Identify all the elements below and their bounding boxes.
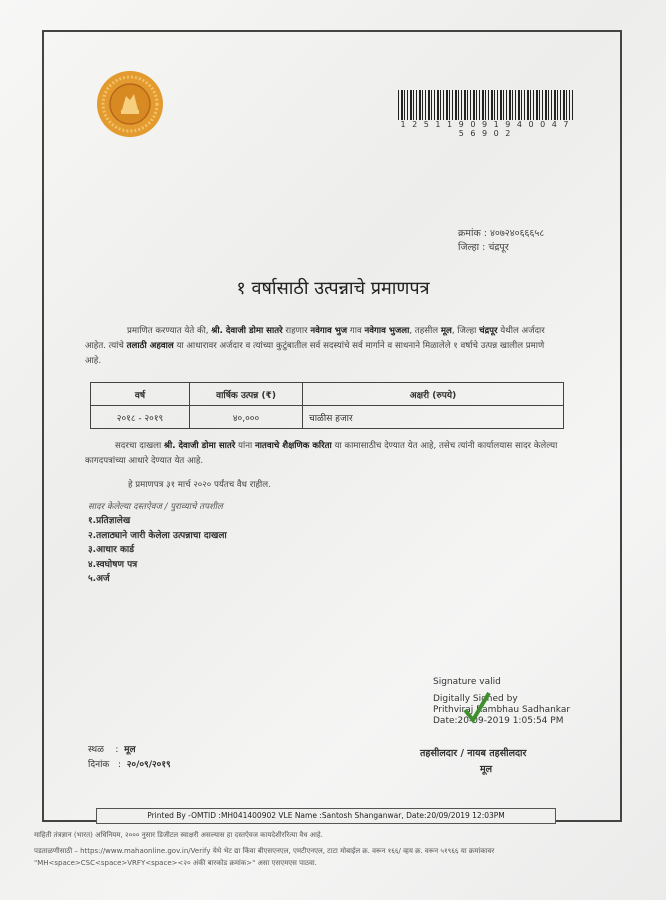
printed-by-bar: Printed By -OMTID :MH041400902 VLE Name :Santosh Shanganwar, Date:20/09/2019 12:03PM bbox=[96, 808, 556, 824]
signature-line-1: Digitally Signed by bbox=[433, 694, 518, 704]
applicant-name: श्री. देवाजी डोमा सातरे bbox=[211, 326, 283, 336]
header-income: वार्षिक उत्पन्न (₹) bbox=[190, 383, 303, 406]
text: सदरचा दाखला bbox=[115, 441, 164, 451]
list-item: १.प्रतिज्ञालेख bbox=[88, 516, 131, 526]
checkmark-icon bbox=[462, 690, 492, 724]
barcode bbox=[398, 90, 573, 120]
documents-list bbox=[88, 514, 227, 587]
place-label: स्थळ bbox=[88, 745, 104, 755]
certificate-paragraph-2 bbox=[85, 439, 563, 469]
list-item: ३.आधार कार्ड bbox=[88, 545, 135, 555]
list-item: ४.स्वघोषण पत्र bbox=[88, 559, 138, 570]
date-label: दिनांक bbox=[88, 760, 110, 770]
text: यांना bbox=[235, 441, 255, 451]
tehsil: मूल bbox=[440, 326, 452, 336]
applicant-name: श्री. देवाजी डोमा सातरे bbox=[163, 441, 236, 451]
income-table bbox=[90, 382, 564, 429]
signature-line-2: Prithviraj Rambhau Sadhankar bbox=[433, 705, 571, 715]
table-header-row bbox=[91, 383, 564, 406]
text: या कामासाठीच देण्यात येत आहे, तसेच त्यांनी कार्यालयास सादर केलेल्या कागदपत्रांच्या आधारे देण्यात येत आहे. bbox=[85, 441, 558, 466]
date-row: दिनांक : २०/०९/२०१९ bbox=[88, 760, 171, 770]
cell-income: ४०,००० bbox=[190, 406, 303, 429]
text: , तहसील bbox=[409, 326, 441, 336]
certificate-paragraph-1 bbox=[85, 324, 563, 369]
barcode-number: 1 2 5 1 1 9 0 9 1 9 4 0 0 4 7 5 6 9 0 2 bbox=[400, 120, 571, 138]
footer-line-3: "MH<space>CSC<space>VRFY<space><२० अंकी बारकोड क्रमांक>" असा एसएमएस पाठवा. bbox=[34, 859, 317, 867]
text: येथील अर्जदार आहेत. त्यांचे bbox=[85, 326, 545, 351]
text: प्रमाणित करण्यात येते की, bbox=[127, 326, 212, 336]
purpose: नातवाचे शैक्षणिक करिता bbox=[254, 441, 332, 451]
place-row: स्थळ : मूल bbox=[88, 745, 136, 755]
certificate-title: १ वर्षासाठी उत्पन्नाचे प्रमाणपत्र bbox=[236, 278, 430, 299]
serial-number: क्रमांक : ४०७२४०६६६५८ bbox=[458, 228, 545, 239]
validity-text: हे प्रमाणपत्र ३१ मार्च २०२० पर्यंतच वैध राहील. bbox=[128, 480, 271, 490]
footer-line-1: माहिती तंत्रज्ञान (भारत) अधिनियम, २००० नुसार डिजीटल स्वाक्षरी असल्यास हा दस्तऐवज कायदेशीररित्या वैध आहे. bbox=[34, 831, 323, 839]
text: या आधारावर अर्जदार व त्यांच्या कुटुंबातील सर्व सदस्यांचे सर्व मार्गाने व साधनाने मिळालेले १ वर्षाचे उत्पन्न खालील प्रमाणे आहे. bbox=[85, 341, 545, 366]
footer-line-2: पडताळणीसाठी – https://www.mahaonline.gov.in/Verify येथे भेट द्या किंवा बीएसएनएल, एमटीएनएल, टाटा मोबाईल क्र. वरून १६६/ व्हय क्र. वरून ५१९६६ या क्रमांकावर bbox=[34, 847, 495, 855]
docs-heading: सादर केलेल्या दस्तऐवज / पुराव्याचे तपशील bbox=[88, 502, 223, 512]
place-value: मूल bbox=[124, 745, 136, 755]
cell-year: २०१८ - २०१९ bbox=[91, 406, 190, 429]
government-seal-icon bbox=[96, 70, 164, 138]
report-type: तलाठी अहवाल bbox=[126, 341, 174, 351]
text: राहणार bbox=[282, 326, 311, 336]
digital-signature-block bbox=[433, 677, 570, 727]
signature-line-3: Date:20-09-2019 1:05:54 PM bbox=[433, 716, 564, 726]
officer-title: तहसीलदार / नायब तहसीलदार bbox=[420, 748, 527, 759]
list-item: ५.अर्ज bbox=[88, 574, 110, 584]
text: गाव bbox=[347, 326, 365, 336]
header-year: वर्ष bbox=[91, 383, 190, 406]
district-label: जिल्हा : चंद्रपूर bbox=[458, 242, 509, 253]
header-words: अक्षरी (रुपये) bbox=[303, 383, 564, 406]
text: , जिल्हा bbox=[451, 326, 480, 336]
cell-words: चाळीस हजार bbox=[303, 406, 564, 429]
village: नवेगाव भुज bbox=[310, 326, 348, 336]
village-2: नवेगाव भुजला bbox=[364, 326, 410, 336]
district: चंद्रपूर bbox=[479, 326, 498, 336]
list-item: २.तलाठ्याने जारी केलेला उत्पन्नाचा दाखला bbox=[88, 530, 227, 541]
officer-place: मूल bbox=[480, 764, 493, 775]
table-row bbox=[91, 406, 564, 429]
signature-valid: Signature valid bbox=[433, 677, 501, 687]
date-value: २०/०९/२०१९ bbox=[126, 760, 171, 770]
